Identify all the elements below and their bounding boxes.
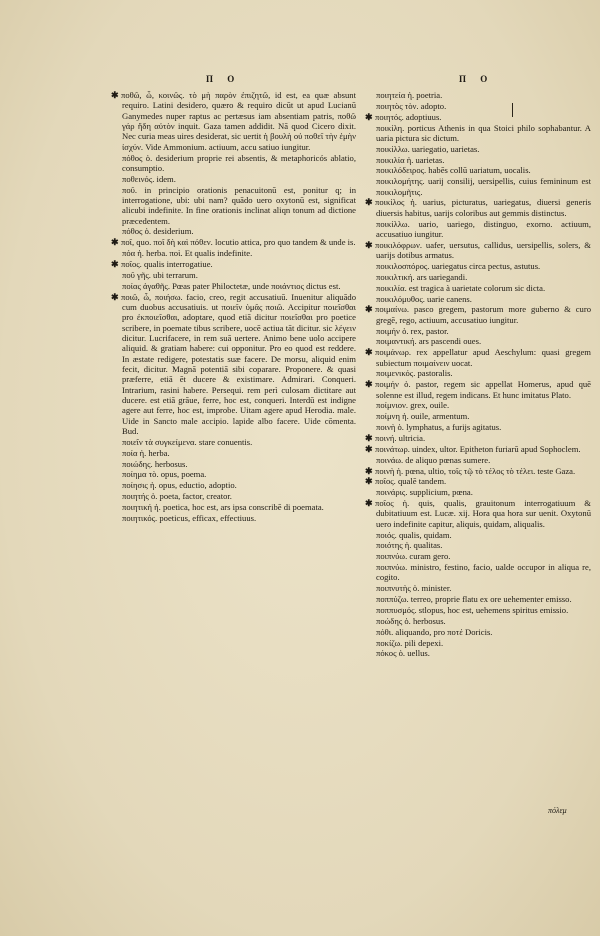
entry-text: ποιεῖν τὰ συγκείμενα. stare conuentis. <box>122 436 253 447</box>
entry-text: ποιητὸς τὸν. adopto. <box>376 100 447 111</box>
entry-text: ποππύζω. terreo, proprie flatu ex ore uehementer emisso. <box>376 594 572 605</box>
entry-text: ποιμήν ὁ. rex, pastor. <box>376 325 449 336</box>
dictionary-entry <box>122 437 356 447</box>
dictionary-entry <box>122 174 356 184</box>
asterisk-mark-icon: ✱ <box>365 197 373 208</box>
dictionary-entry <box>365 465 591 476</box>
dictionary-entry <box>122 248 356 258</box>
dictionary-entry <box>122 459 356 469</box>
asterisk-mark-icon: ✱ <box>365 379 373 390</box>
asterisk-mark-icon: ✱ <box>111 90 119 100</box>
dictionary-entry <box>376 336 591 346</box>
entry-text: ποιητός. adoptiuus. <box>375 111 442 122</box>
asterisk-mark-icon: ✱ <box>365 443 373 454</box>
entry-text: ποππυσμός. stlopus, hoc est, uehemens spiritus emissio. <box>376 605 569 615</box>
dictionary-entry <box>122 185 356 226</box>
right-column <box>365 90 591 659</box>
dictionary-entry <box>376 272 591 282</box>
asterisk-mark-icon: ✱ <box>365 347 373 358</box>
dictionary-entry <box>376 411 591 421</box>
dictionary-entry <box>365 443 591 454</box>
dictionary-entry <box>365 476 591 487</box>
asterisk-mark-icon: ✱ <box>365 239 373 250</box>
dictionary-entry <box>122 281 356 291</box>
entry-text: ποικίλλω. uariegatio, uarietas. <box>376 143 480 154</box>
dictionary-entry <box>122 153 356 174</box>
dictionary-entry <box>376 219 591 240</box>
dictionary-entry <box>376 616 591 626</box>
dictionary-entry <box>376 261 591 271</box>
dictionary-entry <box>376 594 591 604</box>
entry-text: πόα ἡ. herba. ποὶ. Et qualis indefinite. <box>122 248 253 259</box>
entry-text: πόθι. aliquando, pro ποτέ Doricis. <box>376 626 493 637</box>
asterisk-mark-icon: ✱ <box>365 304 373 315</box>
entry-text: ποικιλία ἡ. uarietas. <box>376 154 445 165</box>
entry-text: ποιμάνωρ. rex appellatur apud Aeschylum: quasi gregem subiectum ποιμαίνειν uocat. <box>375 347 591 368</box>
dictionary-entry <box>376 540 591 550</box>
dictionary-entry <box>122 270 356 280</box>
entry-text: ποιπνύω. curam gero. <box>376 551 451 562</box>
entry-text: ποικιλία. est tragica à uarietate colorum sic dicta. <box>376 282 546 293</box>
entry-text: ποινή. ultricia. <box>375 433 426 443</box>
left-column <box>111 90 356 524</box>
entry-text: ποιητής ὁ. poeta, factor, creator. <box>122 491 232 502</box>
entry-text: ποικιλτική. ars uariegandi. <box>376 271 468 282</box>
entry-text: ποῦ. in principio orationis penacuitonū est, ponitur q; in interrogatione, ubi: ubi nam? quādo uero oxytonū est, significat alicubi indefinite. In fine orationis inclinat aliqn tonum ad dictione præcedentem. <box>122 184 356 226</box>
asterisk-mark-icon: ✱ <box>365 465 373 476</box>
dictionary-entry <box>376 294 591 304</box>
dictionary-entry <box>376 368 591 378</box>
dictionary-entry <box>376 583 591 593</box>
entry-text: ποθεινός. idem. <box>122 173 176 184</box>
asterisk-mark-icon: ✱ <box>365 498 373 509</box>
header-left: Π Ο <box>206 74 241 84</box>
asterisk-mark-icon: ✱ <box>365 111 373 122</box>
dictionary-entry <box>376 605 591 615</box>
asterisk-mark-icon: ✱ <box>365 476 373 487</box>
catchword: πόλεμ <box>548 806 567 815</box>
dictionary-entry <box>365 379 591 400</box>
dictionary-entry <box>365 111 591 122</box>
entry-text: ποικιλόδειρος. habēs collū uariatum, uocalis. <box>376 165 531 176</box>
entry-text: ποικίλος ἡ. uarius, picturatus, uariegatus, diuersi generis diuersis habitus, uarijs coloribus aut gemmis distinctus. <box>375 197 591 218</box>
dictionary-entry <box>376 455 591 465</box>
dictionary-entry <box>365 304 591 325</box>
entry-text: ποῖος ἡ. quis, qualis, grauitonum interrogatiuum & dubitatiuum est. Lucæ. xij. Hora qua hora sur uenit. Oxytonū uero indefinite capitur, aliquis, quidam, aliqualis. <box>375 498 591 529</box>
entry-text: ποίησις ἡ. opus, eductio, adoptio. <box>122 480 237 491</box>
entry-text: ποκίζω. pili depexi. <box>376 637 444 648</box>
dictionary-entry <box>122 502 356 512</box>
dictionary-entry <box>122 491 356 501</box>
entry-text: ποῦ γῆς. ubi terrarum. <box>122 269 198 280</box>
page-header <box>0 74 600 88</box>
entry-text: ποίας ἀγαθῆς. Pœas pater Philoctetæ, unde ποιάντιος dictus est. <box>122 280 341 291</box>
dictionary-entry <box>365 433 591 443</box>
dictionary-entry <box>376 283 591 293</box>
dictionary-entry <box>376 123 591 144</box>
dictionary-entry <box>122 480 356 490</box>
dictionary-entry <box>376 487 591 497</box>
entry-text: ποῖος. qualē tandem. <box>375 476 447 487</box>
dictionary-entry <box>376 144 591 154</box>
entry-text: ποικιλόμυθος. uarie canens. <box>376 293 472 304</box>
entry-text: ποιώδης. herbosus. <box>122 458 188 469</box>
entry-text: ποιμενικός. pastoralis. <box>376 368 453 379</box>
entry-text: πόκος ὁ. uellus. <box>376 648 430 659</box>
dictionary-entry <box>365 197 591 218</box>
entry-text: ποιμήν ὁ. pastor, regem sic appellat Homerus, apud quē solenne est illud, regem indicans. Et hunc imitatus Plato. <box>375 379 591 400</box>
entry-text: ποθῶ, ὦ, κοινῶς. τὸ μὴ παρὸν ἐπιζητῶ, id est, ea quæ absunt requiro. Latini desidero, quæro & requiro dicūt ut apud Lucianū Ganymedes nuper raptus ac pertæsus iam absentiam patris, ποθῶ γάρ ἤδη αὐτὸν inquit. Gaza tamen addidit. Nā quod Cicero dixit. Nec curia meas uires desiderat, sic uertit ἡ βουλὴ οὐ ποθεῖ τὴν ἐμὴν ἰσχύν. Vide Ammonium. actiuum, accu satiuo iungitur. <box>121 90 356 152</box>
entry-text: ποῖ, quo. ποῖ δὴ καὶ πόθεν. locutio attica, pro quo tandem & unde is. <box>121 237 356 248</box>
asterisk-mark-icon: ✱ <box>111 259 119 269</box>
entry-text: ποιμαίνω. pasco gregem, pastorum more guberno & curo gregē, rego, actiuum, accusatiuo iungitur. <box>375 304 591 325</box>
dictionary-entry <box>122 448 356 458</box>
dictionary-entry <box>376 400 591 410</box>
dictionary-entry <box>111 259 356 269</box>
entry-text: ποινὴ ἡ. pœna, ultio, τοῖς τῷ τὸ τέλος τὸ τέλει. teste Gaza. <box>375 465 576 476</box>
entry-text: πόθος ὁ. desiderium proprie rei absentis, & metaphoricós ablatio, consumptio. <box>122 152 356 173</box>
entry-text: ποιμαντική. ars pascendi oues. <box>376 336 482 347</box>
entry-text: ποιητικός. poeticus, efficax, effectiuus. <box>122 512 257 523</box>
entry-text: ποικίλλω. uario, uariego, distinguo, exorno. actiuum, accusatiuo iungitur. <box>376 218 591 239</box>
dictionary-entry <box>122 226 356 236</box>
dictionary-entry <box>122 469 356 479</box>
dictionary-entry <box>376 90 591 100</box>
dictionary-entry <box>376 627 591 637</box>
asterisk-mark-icon: ✱ <box>111 237 119 248</box>
dictionary-entry <box>111 237 356 248</box>
entry-text: ποίμνη ἡ. ouile, armentum. <box>376 411 470 422</box>
entry-text: ποινὴ ὁ. lymphatus, a furijs agitatus. <box>376 422 502 433</box>
entry-text: ποιπνύω. ministro, festino, facio, ualde occupor in aliqua re, cogito. <box>376 562 591 583</box>
entry-text: ποιῶ, ὦ, ποιήσω. facio, creo, regit accusatiuū. Inuenitur aliquādo cum duobus accusatiuis. ut ποιεῖν ὑμᾶς ποιῶ. Accipitur ποιεῖσθαι pro ἐκποιεῖσθαι, adoptare, quod etiā dicitur ποιεῖσθαι pro poetice scribere, in poemate tibus scribere, uocē actiua tāt dicitur. sic λέγειν dicitur. Lucrifacere, in rem suā uertere. Animo bene uolo accipere aliquid. & gratiam habere: cui opponitur. Pro eo quod est reddere. In æstate redigere, potestatis suæ facere. De morsu, aliquid enim fecit, dicitur. Magnā potentiā sibi coparare. Proponere. & quasi præferre, etiā ēt ducere & existimare. Admirari. Conqueri. Intrarium, rasini habere. Persequi. rem perì culosam dictitare aut ducere. est etiā grāue, ferre, hoc est, conqueri. Interdū est indigne agere aut ferre, hoc est, improbe. Uitam agere apud Herodia. male. Uide in Sancto male accipio. lapide albo facere. Uide cōmenta. Bud. <box>121 291 356 436</box>
dictionary-entry <box>376 176 591 197</box>
dictionary-entry <box>376 165 591 175</box>
entry-text: ποικιλόφρων. uafer, uersutus, callidus, uersipellis, solers, & uarijs dotibus armatus. <box>375 239 591 261</box>
entry-text: ποώδης ὁ. herbosus. <box>376 615 446 626</box>
entry-text: ποιπνυτὴς ὁ. minister. <box>376 583 452 594</box>
entry-text: ποινάω. de aliquo pœnas sumere. <box>376 454 491 465</box>
dictionary-entry <box>111 291 356 437</box>
dictionary-entry <box>376 422 591 432</box>
dictionary-entry <box>365 239 591 261</box>
dictionary-entry <box>365 347 591 368</box>
dictionary-entry <box>376 562 591 583</box>
entry-text: ποιητεία ἡ. poetria. <box>376 90 443 100</box>
entry-text: ποικιλοσπόρος. uariegatus circa pectus, astutus. <box>376 261 541 271</box>
entry-text: ποιητική ἡ. poetica, hoc est, ars ipsa conscribē di poemata. <box>122 501 324 512</box>
dictionary-entry <box>376 530 591 540</box>
dictionary-entry <box>376 638 591 648</box>
dictionary-entry <box>122 513 356 523</box>
entry-text: ποινάρις. supplicium, pœna. <box>376 487 473 498</box>
entry-text: ποία ἡ. herba. <box>122 447 170 458</box>
entry-text: πόθος ὁ. desiderium. <box>122 226 194 237</box>
asterisk-mark-icon: ✱ <box>111 291 119 302</box>
entry-text: ποιός. qualis, quidam. <box>376 529 452 540</box>
dictionary-entry <box>365 498 591 529</box>
dictionary-entry <box>376 326 591 336</box>
entry-text: ποιότης ἡ. qualitas. <box>376 540 443 551</box>
entry-text: ποῖος. qualis interrogatiue. <box>121 259 213 269</box>
header-right: Π Ο <box>459 74 494 84</box>
entry-text: ποινάτωρ. uindex, ultor. Epitheton furiarū apud Sophoclem. <box>375 443 581 454</box>
dictionary-entry <box>376 648 591 658</box>
entry-text: ποικιλομήτης. uarij consilij, uersipellis, cuius femininum est ποικιλομῆτις. <box>376 176 591 197</box>
dictionary-entry <box>111 90 356 152</box>
entry-text: ποικίλη. porticus Athenis in qua Stoici philo sophabantur. A uaria pictura sic dictum. <box>376 122 591 143</box>
asterisk-mark-icon: ✱ <box>365 433 373 443</box>
dictionary-entry <box>376 155 591 165</box>
dictionary-entry <box>376 551 591 561</box>
dictionary-entry <box>376 101 591 111</box>
entry-text: ποίημα τὸ. opus, poema. <box>122 469 207 480</box>
entry-text: ποίμνιον. grex, ouile. <box>376 400 450 411</box>
